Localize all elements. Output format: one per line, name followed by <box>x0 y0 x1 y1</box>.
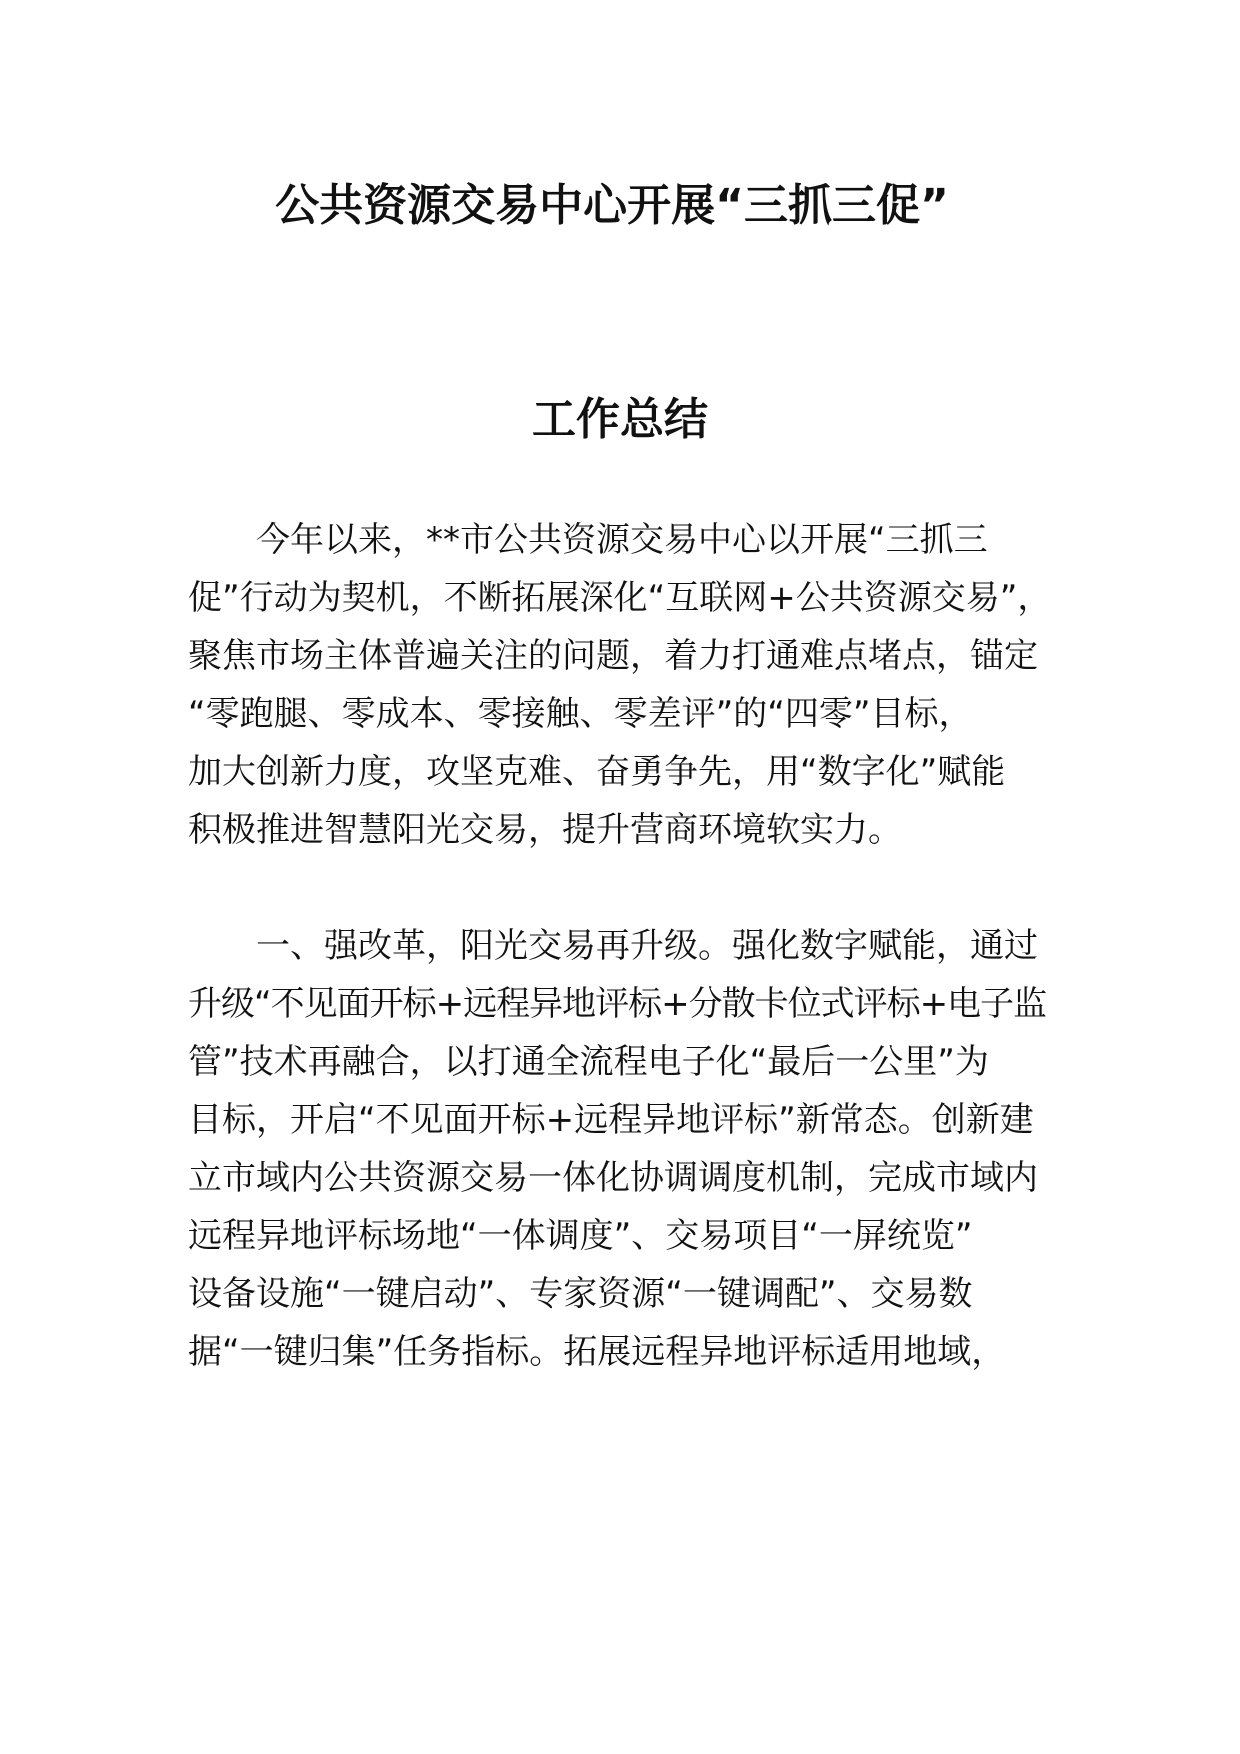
paragraph-2-line-7: 设备设施“一键启动”、专家资源“一键调配”、交易数 <box>188 1274 973 1314</box>
paragraph-2-line-5: 立市域内公共资源交易一体化协调调度机制，完成市域内 <box>188 1158 1038 1198</box>
paragraph-2-line-6: 远程异地评标场地“一体调度”、交易项目“一屏统览” <box>188 1216 973 1256</box>
paragraph-2-line-1: 一、强改革，阳光交易再升级。强化数字赋能，通过 <box>256 926 1038 966</box>
paragraph-2-line-2: 升级“不见面开标+远程异地评标+分散卡位式评标+电子监 <box>188 984 1047 1024</box>
paragraph-2-line-3: 管”技术再融合，以打通全流程电子化“最后一公里”为 <box>188 1042 989 1082</box>
paragraph-1-line-5: 加大创新力度，攻坚克难、奋勇争先，用“数字化”赋能 <box>188 752 1006 792</box>
document-title-line-2: 工作总结 <box>532 394 708 445</box>
paragraph-2-line-4: 目标，开启“不见面开标+远程异地评标”新常态。创新建 <box>188 1100 1034 1140</box>
paragraph-1-line-1: 今年以来，**市公共资源交易中心以开展“三抓三 <box>256 520 988 560</box>
document-title-line-1: 公共资源交易中心开展“三抓三促” <box>275 180 949 231</box>
paragraph-1-line-4: “零跑腿、零成本、零接触、零差评”的“四零”目标， <box>188 694 973 734</box>
paragraph-1-line-6: 积极推进智慧阳光交易，提升营商环境软实力。 <box>188 810 902 850</box>
paragraph-2-line-8: 据“一键归集”任务指标。拓展远程异地评标适用地域， <box>188 1332 1006 1372</box>
paragraph-1-line-3: 聚焦市场主体普遍关注的问题，着力打通难点堵点，锚定 <box>188 636 1038 676</box>
paragraph-1-line-2: 促”行动为契机，不断拓展深化“互联网+公共资源交易”， <box>188 578 1052 618</box>
